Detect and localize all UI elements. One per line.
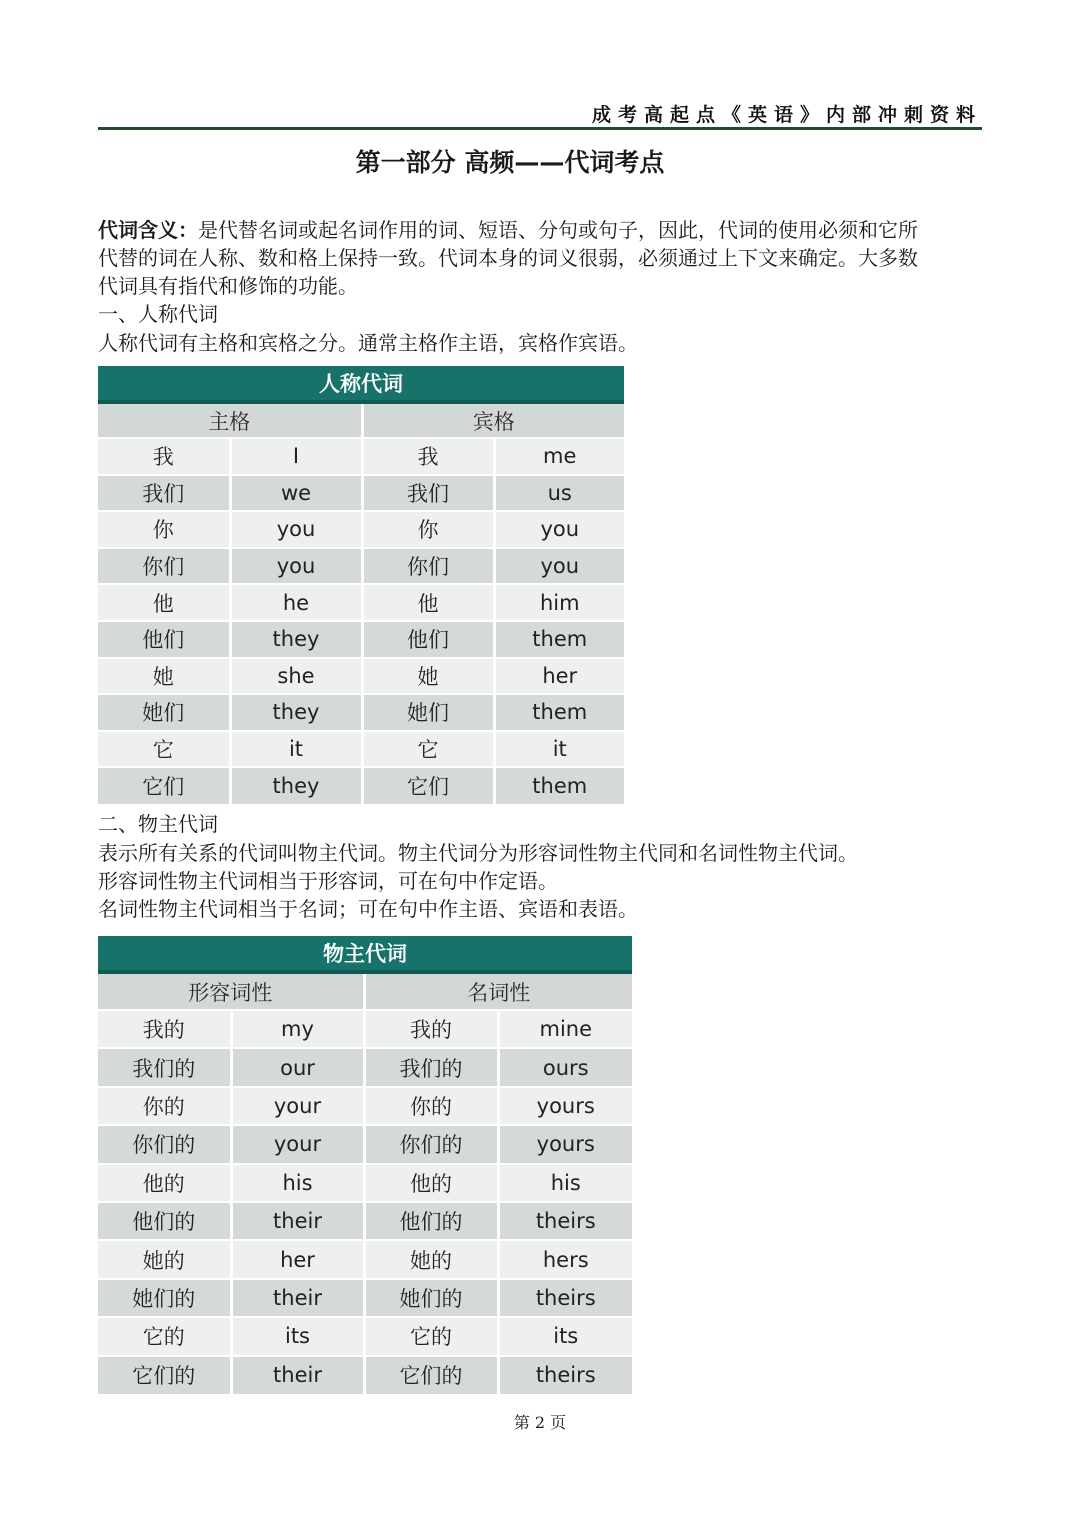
running-header: 成考高起点《英语》内部冲刺资料: [591, 104, 982, 126]
table-cell: 她们: [362, 694, 494, 731]
table-cell: 我: [98, 438, 230, 475]
table-title: 物主代词: [98, 936, 632, 972]
table-cell: yours: [498, 1125, 632, 1163]
page-number: 第 2 页: [513, 1413, 567, 1432]
section-text-possessive-2: 形容词性物主代词相当于形容词，可在句中作定语。: [98, 869, 558, 893]
table-row: [98, 1356, 632, 1394]
table-row: [98, 1010, 632, 1048]
table-cell: 你们: [362, 548, 494, 585]
table-cell: him: [494, 584, 624, 621]
table-cell: them: [494, 767, 624, 804]
intro-text-1: 是代替名词或起名词作用的词、短语、分句或句子，因此，代词的使用必须和它所: [198, 218, 918, 242]
table-cell: her: [494, 658, 624, 695]
section-text-possessive-3: 名词性物主代词相当于名词；可在句中作主语、宾语和表语。: [98, 897, 638, 921]
table-row: [98, 1240, 632, 1278]
table-row: [98, 511, 624, 548]
intro-line-1: [98, 216, 982, 244]
table-cell: you: [230, 548, 362, 585]
table-cell: its: [231, 1317, 364, 1355]
table-title: 人称代词: [98, 366, 624, 402]
table-cell: 他们的: [98, 1202, 231, 1240]
table-cell: them: [494, 621, 624, 658]
table-cell: they: [230, 694, 362, 731]
table-cell: their: [231, 1356, 364, 1394]
table-row: [98, 1202, 632, 1240]
table-cell: 它们的: [98, 1356, 231, 1394]
table-cell: theirs: [498, 1356, 632, 1394]
table-cell: her: [231, 1240, 364, 1278]
section-heading-possessive: 二、物主代词: [98, 812, 218, 836]
column-header-adjectival: 形容词性: [98, 972, 364, 1010]
table-cell: 你们的: [364, 1125, 498, 1163]
table-cell: yours: [498, 1087, 632, 1125]
table-row: [98, 658, 624, 695]
table-cell: 他们: [362, 621, 494, 658]
table-cell: their: [231, 1202, 364, 1240]
table-cell: 它们的: [364, 1356, 498, 1394]
table-cell: 我们的: [364, 1048, 498, 1086]
table-cell: 它们: [362, 767, 494, 804]
table-row: [98, 584, 624, 621]
table-cell: 她: [362, 658, 494, 695]
table-cell: them: [494, 694, 624, 731]
table-row: [98, 1048, 632, 1086]
table-row: [98, 731, 624, 768]
table-cell: 她们的: [364, 1279, 498, 1317]
table-cell: 他们: [98, 621, 230, 658]
table-cell: ours: [498, 1048, 632, 1086]
table-row: [98, 475, 624, 512]
column-header-subjective: 主格: [98, 402, 362, 438]
table-cell: 他的: [98, 1164, 231, 1202]
intro-line-3: 代词具有指代和修饰的功能。: [98, 274, 358, 298]
table-cell: 我的: [364, 1010, 498, 1048]
section-text-personal: 人称代词有主格和宾格之分。通常主格作主语，宾格作宾语。: [98, 331, 638, 355]
column-header-nominal: 名词性: [364, 972, 632, 1010]
table-cell: 我们: [362, 475, 494, 512]
table-cell: 她们: [98, 694, 230, 731]
table-cell: we: [230, 475, 362, 512]
table-cell: mine: [498, 1010, 632, 1048]
table-cell: you: [494, 511, 624, 548]
table-cell: you: [494, 548, 624, 585]
table-cell: 你们: [98, 548, 230, 585]
table-cell: 你的: [364, 1087, 498, 1125]
table-row: [98, 1125, 632, 1163]
table-row: [98, 694, 624, 731]
table-cell: 它: [98, 731, 230, 768]
column-header-objective: 宾格: [362, 402, 624, 438]
table-cell: I: [230, 438, 362, 475]
table-cell: it: [494, 731, 624, 768]
table-cell: me: [494, 438, 624, 475]
table-row: [98, 1279, 632, 1317]
table-cell: hers: [498, 1240, 632, 1278]
table-cell: theirs: [498, 1202, 632, 1240]
table-cell: 她们的: [98, 1279, 231, 1317]
page-title: 第一部分 高频——代词考点: [355, 148, 665, 177]
table-row: [98, 1087, 632, 1125]
table-cell: 他: [362, 584, 494, 621]
table-cell: 它们: [98, 767, 230, 804]
table-row: [98, 621, 624, 658]
table-cell: your: [231, 1125, 364, 1163]
table-row: [98, 1164, 632, 1202]
table-cell: 它: [362, 731, 494, 768]
section-text-possessive-1: 表示所有关系的代词叫物主代词。物主代词分为形容词性物主代同和名词性物主代词。: [98, 841, 858, 865]
table-cell: they: [230, 621, 362, 658]
table-row: [98, 1317, 632, 1355]
table-cell: 我们: [98, 475, 230, 512]
table-cell: 他的: [364, 1164, 498, 1202]
table-cell: its: [498, 1317, 632, 1355]
intro-line-2: 代替的词在人称、数和格上保持一致。代词本身的词义很弱，必须通过上下文来确定。大多数: [98, 246, 918, 270]
header-rule: [98, 127, 982, 130]
table-cell: 他们的: [364, 1202, 498, 1240]
table-row: [98, 438, 624, 475]
table-cell: 她: [98, 658, 230, 695]
table-cell: 它的: [364, 1317, 498, 1355]
table-cell: my: [231, 1010, 364, 1048]
table-cell: 我的: [98, 1010, 231, 1048]
table-cell: 你: [362, 511, 494, 548]
table-cell: 她的: [98, 1240, 231, 1278]
possessive-pronoun-table: [98, 936, 632, 1394]
table-cell: his: [498, 1164, 632, 1202]
table-cell: they: [230, 767, 362, 804]
table-cell: 我: [362, 438, 494, 475]
table-cell: your: [231, 1087, 364, 1125]
table-row: [98, 767, 624, 804]
table-cell: 它的: [98, 1317, 231, 1355]
table-cell: 她的: [364, 1240, 498, 1278]
table-cell: his: [231, 1164, 364, 1202]
table-cell: us: [494, 475, 624, 512]
table-cell: he: [230, 584, 362, 621]
table-cell: it: [230, 731, 362, 768]
section-heading-personal: 一、人称代词: [98, 302, 218, 326]
table-cell: 你的: [98, 1087, 231, 1125]
table-cell: you: [230, 511, 362, 548]
table-cell: 你: [98, 511, 230, 548]
personal-pronoun-table: [98, 366, 624, 804]
intro-label: 代词含义：: [98, 218, 198, 242]
table-cell: 我们的: [98, 1048, 231, 1086]
table-cell: 你们的: [98, 1125, 231, 1163]
table-cell: their: [231, 1279, 364, 1317]
table-cell: she: [230, 658, 362, 695]
table-row: [98, 548, 624, 585]
table-cell: our: [231, 1048, 364, 1086]
table-cell: theirs: [498, 1279, 632, 1317]
table-cell: 他: [98, 584, 230, 621]
